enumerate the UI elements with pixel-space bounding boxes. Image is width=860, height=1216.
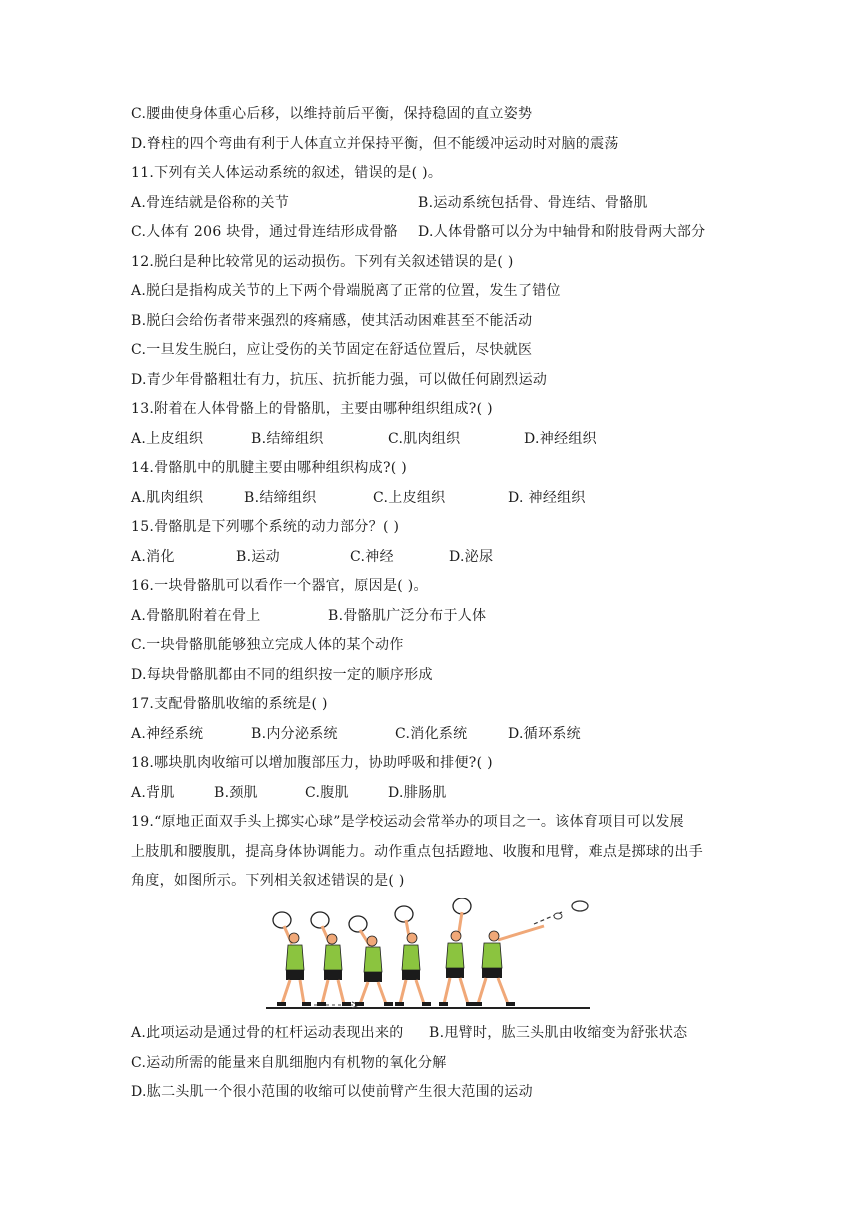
option-d-q15: D.泌尿: [449, 549, 494, 565]
options-q11-row1: [131, 193, 771, 213]
options-q13: [131, 429, 771, 449]
question-19-line3: 角度，如图所示。下列相关叙述错误的是( ): [131, 873, 405, 889]
option-d-q16: D.每块骨骼肌都由不同的组织按一定的顺序形成: [131, 667, 433, 683]
option-c-q14: C.上皮组织: [373, 490, 446, 506]
option-a-q14: A.肌肉组织: [131, 490, 204, 506]
thrower-pose-2: [311, 912, 351, 1006]
question-12: 12.脱臼是种比较常见的运动损伤。下列有关叙述错误的是( ): [131, 254, 514, 270]
question-14: 14.骨骼肌中的肌腱主要由哪种组织构成?( ): [131, 460, 408, 476]
thrower-pose-6: [473, 926, 544, 1006]
options-q19-row1: [131, 1023, 771, 1043]
thrower-pose-3: [349, 916, 393, 1006]
option-b-q18: B.颈肌: [214, 785, 258, 801]
thrower-pose-1: [273, 912, 311, 1006]
option-c-q17: C.消化系统: [395, 726, 468, 742]
question-15: 15.骨骼肌是下列哪个系统的动力部分？( ): [131, 519, 400, 535]
ball-icon: [572, 901, 588, 911]
option-d-q18: D.腓肠肌: [388, 785, 447, 801]
options-q16-row1: [131, 606, 771, 626]
options-q15: [131, 547, 771, 567]
option-c-q15: C.神经: [350, 549, 394, 565]
thrower-pose-4: [395, 906, 431, 1006]
ball-icon: [554, 913, 562, 919]
option-b-q11: B.运动系统包括骨、骨连结、骨骼肌: [418, 195, 648, 211]
options-q17: [131, 724, 771, 744]
question-16: 16.一块骨骼肌可以看作一个器官，原因是( )。: [131, 578, 428, 594]
option-a-q18: A.背肌: [131, 785, 175, 801]
option-d-q17: D.循环系统: [508, 726, 581, 742]
option-c-q18: C.腹肌: [305, 785, 349, 801]
option-b-q19: B.甩臂时，肱三头肌由收缩变为舒张状态: [429, 1025, 688, 1041]
option-c-q12: C.一旦发生脱臼，应让受伤的关节固定在舒适位置后，尽快就医: [131, 342, 533, 358]
question-17: 17.支配骨骼肌收缩的系统是( ): [131, 696, 328, 712]
option-b-q13: B.结缔组织: [251, 431, 324, 447]
option-c-q11: C.人体有 206 块骨，通过骨连结形成骨骼: [131, 224, 398, 240]
question-19-line2: 上肢肌和腰腹肌，提高身体协调能力。动作重点包括蹬地、收腹和甩臂，难点是掷球的出手: [131, 844, 703, 860]
option-d-q14: D. 神经组织: [508, 490, 586, 506]
option-a-q12: A.脱臼是指构成关节的上下两个骨端脱离了正常的位置，发生了错位: [131, 283, 561, 299]
option-c-q16: C.一块骨骼肌能够独立完成人体的某个动作: [131, 637, 404, 653]
option-a-q17: A.神经系统: [131, 726, 204, 742]
option-c-q10: C.腰曲使身体重心后移，以维持前后平衡，保持稳固的直立姿势: [131, 106, 533, 122]
options-q14: [131, 488, 771, 508]
shot-put-throw-sequence-illustration: [262, 898, 598, 1014]
option-d-q12: D.青少年骨骼粗壮有力，抗压、抗折能力强，可以做任何剧烈运动: [131, 372, 548, 388]
option-c-q13: C.肌肉组织: [388, 431, 461, 447]
option-d-q19: D.肱二头肌一个很小范围的收缩可以使前臂产生很大范围的运动: [131, 1084, 533, 1100]
option-a-q19: A.此项运动是通过骨的杠杆运动表现出来的: [131, 1025, 404, 1041]
option-b-q12: B.脱臼会给伤者带来强烈的疼痛感，使其活动困难甚至不能活动: [131, 313, 533, 329]
option-d-q13: D.神经组织: [524, 431, 597, 447]
thrower-pose-5: [439, 898, 475, 1006]
option-b-q14: B.结缔组织: [244, 490, 317, 506]
option-b-q17: B.内分泌系统: [251, 726, 338, 742]
options-q18: [131, 783, 771, 803]
question-11: 11.下列有关人体运动系统的叙述，错误的是( )。: [131, 165, 443, 181]
options-q11-row2: [131, 222, 771, 242]
option-d-q11: D.人体骨骼可以分为中轴骨和附肢骨两大部分: [418, 224, 706, 240]
option-c-q19: C.运动所需的能量来自肌细胞内有机物的氧化分解: [131, 1055, 447, 1071]
question-13: 13.附着在人体骨骼上的骨骼肌，主要由哪种组织组成?( ): [131, 401, 493, 417]
option-a-q11: A.骨连结就是俗称的关节: [131, 195, 290, 211]
option-a-q16: A.骨骼肌附着在骨上: [131, 608, 261, 624]
option-b-q16: B.骨骼肌广泛分布于人体: [328, 608, 487, 624]
option-a-q13: A.上皮组织: [131, 431, 204, 447]
option-d-q10: D.脊柱的四个弯曲有利于人体直立并保持平衡，但不能缓冲运动时对脑的震荡: [131, 136, 619, 152]
option-a-q15: A.消化: [131, 549, 175, 565]
question-19-line1: 19.“原地正面双手头上掷实心球”是学校运动会常举办的项目之一。该体育项目可以发展: [131, 814, 684, 830]
option-b-q15: B.运动: [236, 549, 280, 565]
question-18: 18.哪块肌肉收缩可以增加腹部压力，协助呼吸和排便?( ): [131, 755, 493, 771]
